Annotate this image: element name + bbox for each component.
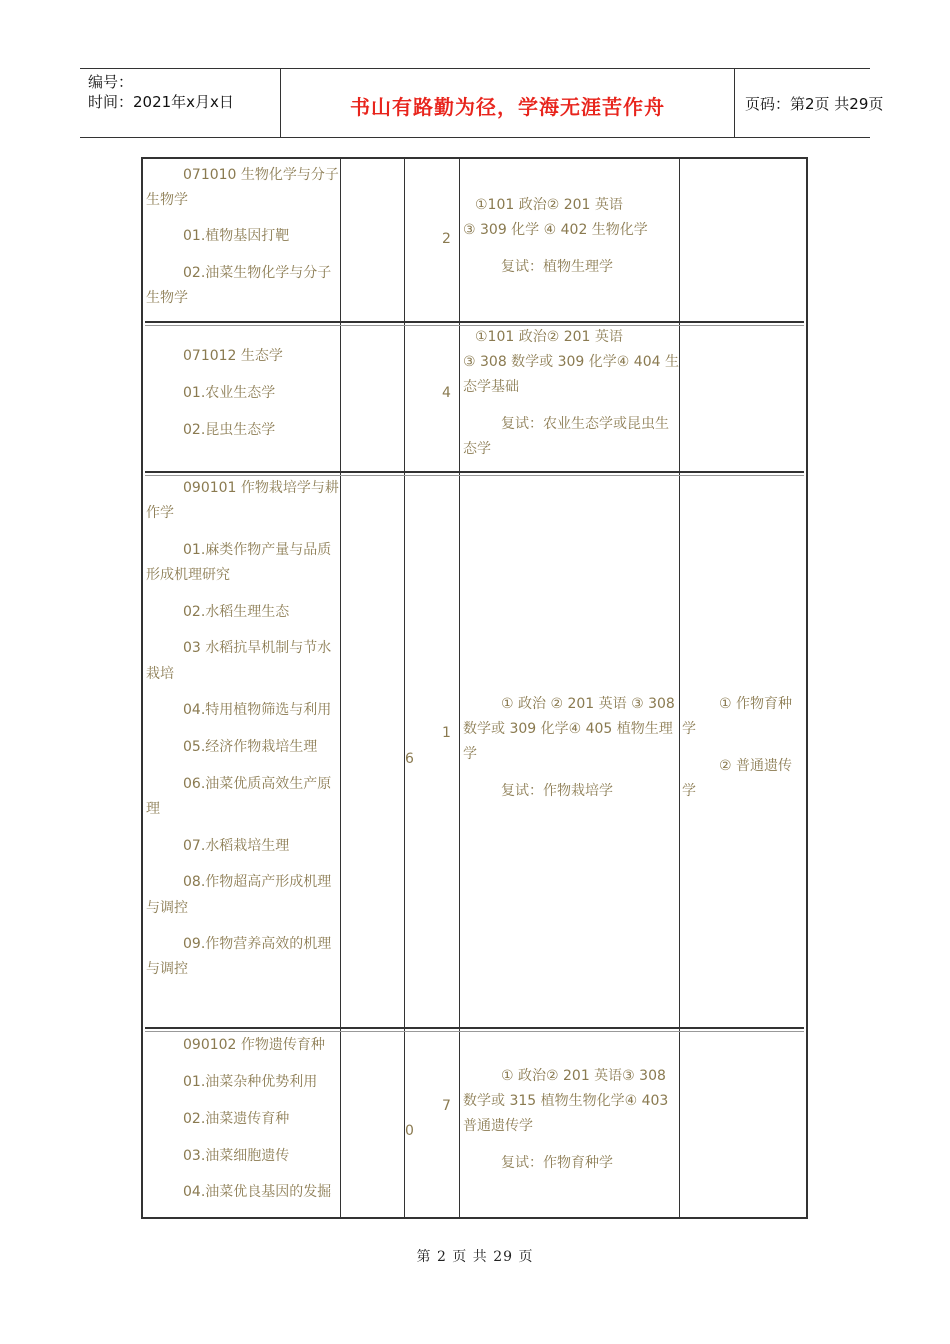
retest-line: 复试：农业生态学或昆虫生 bbox=[501, 416, 669, 432]
direction-item: 理 bbox=[146, 801, 160, 817]
direction-item: 03.油菜细胞遗传 bbox=[183, 1148, 290, 1164]
col-divider bbox=[340, 159, 341, 1217]
exam-line: ① 政治② 201 英语③ 308 bbox=[501, 1068, 666, 1084]
program-code: 071012 生态学 bbox=[183, 348, 283, 364]
program-table bbox=[141, 157, 808, 1219]
exam-line: 数学或 315 植物生物化学④ 403 bbox=[463, 1093, 669, 1109]
program-code-cont: 作学 bbox=[146, 505, 174, 521]
exam-line: ③ 309 化学 ④ 402 生物化学 bbox=[463, 222, 648, 238]
direction-item: 02.昆虫生态学 bbox=[183, 422, 276, 438]
direction-item: 04.油菜优良基因的发掘 bbox=[183, 1184, 332, 1200]
direction-item: 03 水稻抗旱机制与节水 bbox=[183, 640, 332, 656]
remark-line: 学 bbox=[682, 783, 696, 799]
page-header bbox=[80, 68, 884, 138]
remark-line: ① 作物育种 bbox=[719, 696, 793, 712]
direction-item: 08.作物超高产形成机理 bbox=[183, 874, 332, 890]
page-footer: 第 2 页 共 29 页 bbox=[416, 1249, 534, 1265]
retest-line: 态学 bbox=[463, 441, 491, 457]
direction-item: 栽培 bbox=[146, 666, 174, 682]
exam-line: 态学基础 bbox=[463, 379, 519, 395]
direction-item: 01.农业生态学 bbox=[183, 385, 276, 401]
direction-item: 与调控 bbox=[146, 900, 188, 916]
enroll-count: 4 bbox=[442, 385, 451, 401]
number-label: 编号： bbox=[88, 73, 134, 91]
exam-line: ①101 政治② 201 英语 bbox=[475, 329, 623, 345]
program-code: 090101 作物栽培学与耕 bbox=[183, 480, 339, 496]
enroll-count: 1 bbox=[442, 725, 451, 741]
col-divider bbox=[459, 159, 460, 1217]
direction-item: 形成机理研究 bbox=[146, 567, 230, 583]
direction-item: 02.油菜生物化学与分子 bbox=[183, 265, 332, 281]
direction-item: 01.植物基因打靶 bbox=[183, 228, 290, 244]
enroll-count: 6 bbox=[405, 751, 414, 767]
enroll-count: 7 bbox=[442, 1098, 451, 1114]
direction-item: 01.油菜杂种优势利用 bbox=[183, 1074, 318, 1090]
exam-line: 数学或 309 化学④ 405 植物生理 bbox=[463, 721, 673, 737]
direction-item: 02.水稻生理生态 bbox=[183, 604, 290, 620]
motto: 书山有路勤为径，学海无涯苦作舟 bbox=[350, 95, 665, 119]
header-page-cell bbox=[735, 69, 884, 137]
exam-line: ③ 308 数学或 309 化学④ 404 生 bbox=[463, 354, 679, 370]
enroll-count: 0 bbox=[405, 1123, 414, 1139]
exam-line: 普通遗传学 bbox=[463, 1118, 533, 1134]
col-divider bbox=[404, 159, 405, 1217]
header-meta bbox=[80, 69, 280, 137]
header-motto-cell bbox=[280, 69, 735, 137]
retest-line: 复试：植物生理学 bbox=[501, 259, 613, 275]
direction-item: 02.油菜遗传育种 bbox=[183, 1111, 290, 1127]
direction-item: 06.油菜优质高效生产原 bbox=[183, 776, 332, 792]
col-divider bbox=[679, 159, 680, 1217]
direction-item: 04.特用植物筛选与利用 bbox=[183, 702, 332, 718]
retest-line: 复试：作物栽培学 bbox=[501, 783, 613, 799]
direction-item: 07.水稻栽培生理 bbox=[183, 838, 290, 854]
row-divider bbox=[145, 1027, 804, 1032]
program-code-cont: 生物学 bbox=[146, 192, 188, 208]
exam-line: ①101 政治② 201 英语 bbox=[475, 197, 623, 213]
page-info: 页码：第2页 共29页 bbox=[745, 95, 884, 113]
direction-item: 01.麻类作物产量与品质 bbox=[183, 542, 332, 558]
time-label: 时间：2021年x月x日 bbox=[88, 93, 234, 111]
remark-line: 学 bbox=[682, 721, 696, 737]
retest-line: 复试：作物育种学 bbox=[501, 1155, 613, 1171]
direction-item: 05.经济作物栽培生理 bbox=[183, 739, 318, 755]
exam-line: 学 bbox=[463, 746, 477, 762]
program-code: 071010 生物化学与分子 bbox=[183, 167, 339, 183]
enroll-count: 2 bbox=[442, 231, 451, 247]
direction-item: 与调控 bbox=[146, 961, 188, 977]
exam-line: ① 政治 ② 201 英语 ③ 308 bbox=[501, 696, 675, 712]
remark-line: ② 普通遗传 bbox=[719, 758, 793, 774]
direction-item: 09.作物营养高效的机理 bbox=[183, 936, 332, 952]
direction-item: 生物学 bbox=[146, 290, 188, 306]
program-code: 090102 作物遗传育种 bbox=[183, 1037, 325, 1053]
